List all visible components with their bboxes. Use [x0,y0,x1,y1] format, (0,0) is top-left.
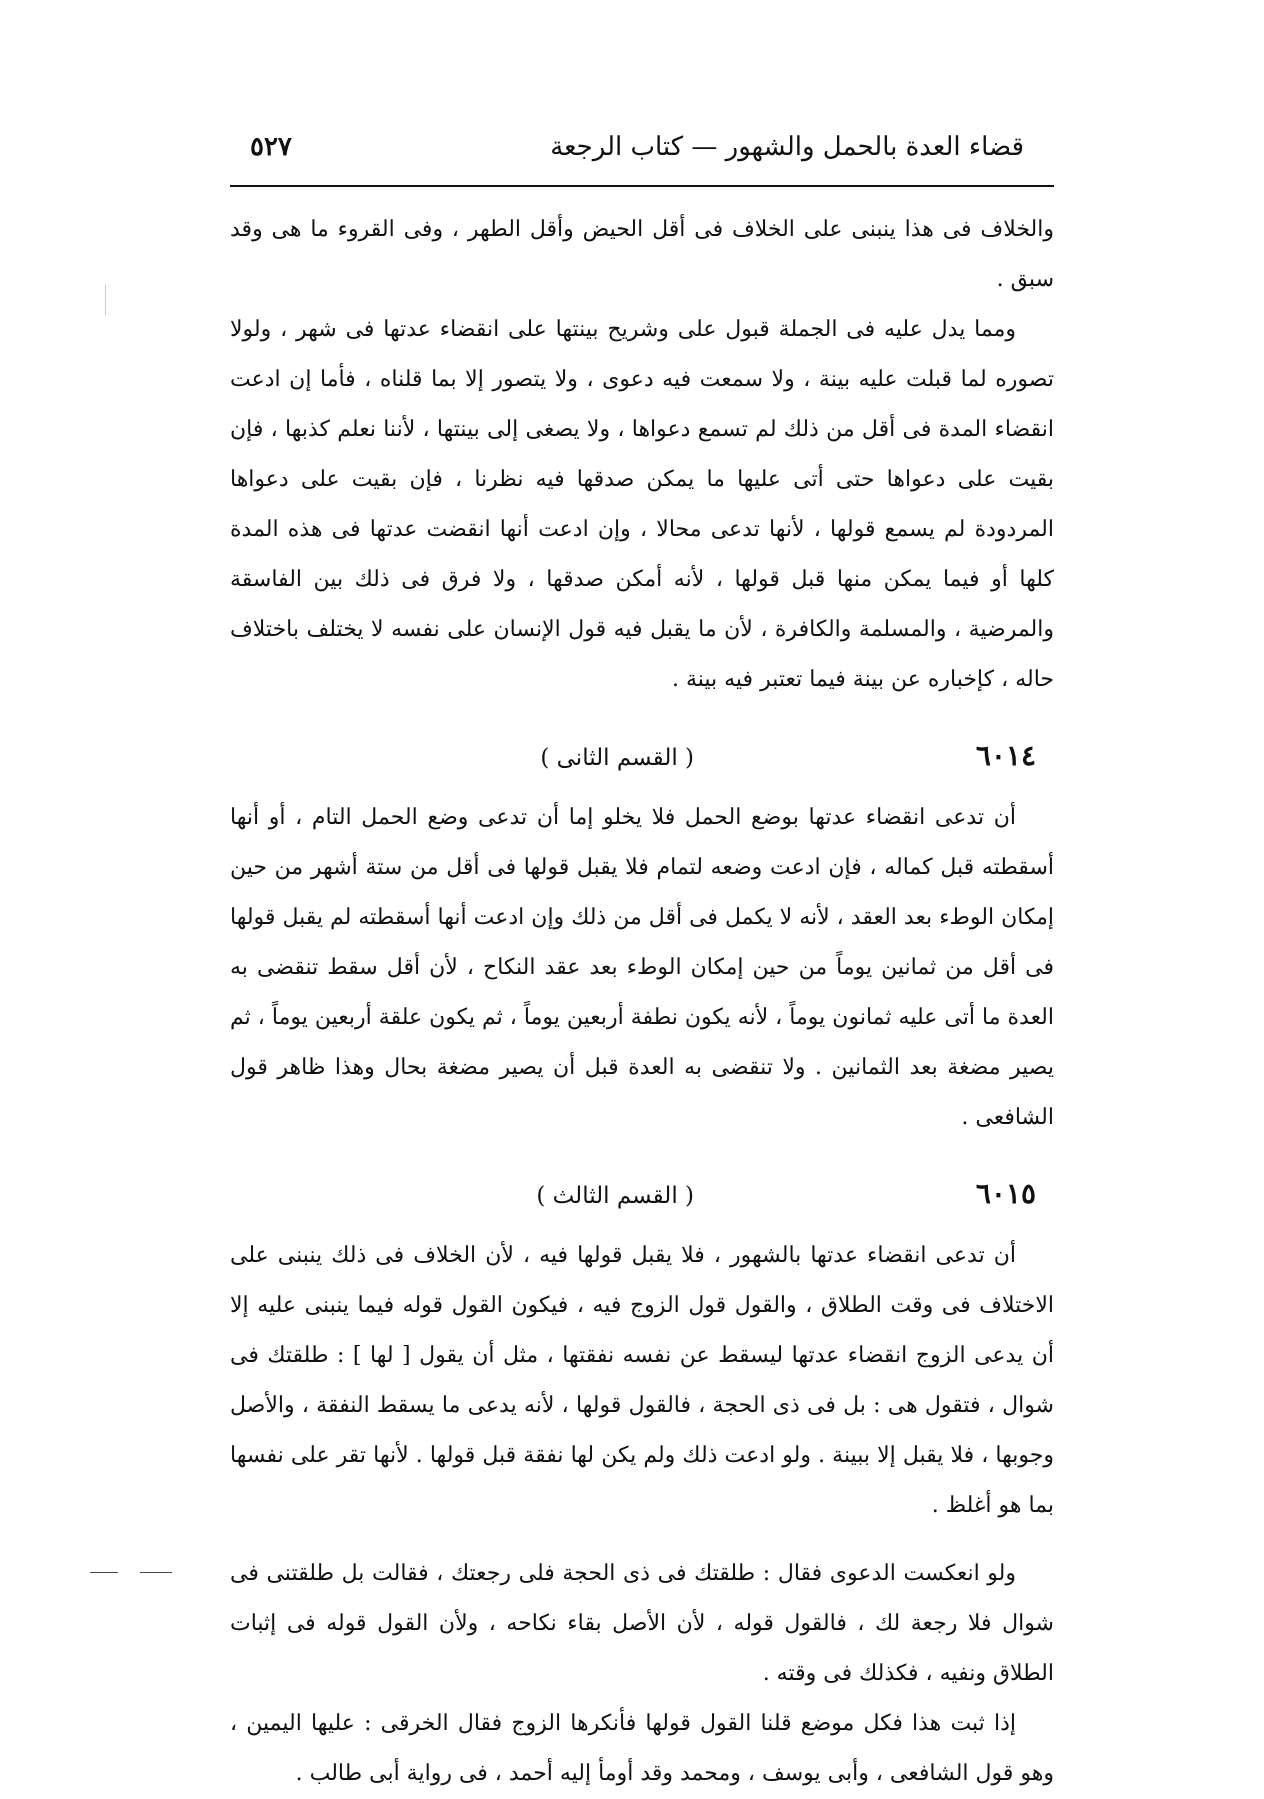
section-number: ٦٠١٥ [975,1177,1036,1210]
page-body [230,205,1054,1799]
section-title: ( القسم الثانى ) [540,745,694,771]
scan-dash-mark [90,1572,118,1573]
paragraph-oath: إذا ثبت هذا فكل موضع قلنا القول قولها فأنكرها الزوج فقال الخرقى : عليها اليمين ، وهو قول الشافعى ، وأبى يوسف ، ومحمد وقد أومأ إليه أحمد ، فى رواية أبى طالب . [230,1711,1054,1786]
section-title: ( القسم الثالث ) [536,1183,694,1209]
section-second-text: أن تدعى انقضاء عدتها بوضع الحمل فلا يخلو إما أن تدعى وضع الحمل التام ، أو أنها أسقطته قبل كماله ، فإن ادعت وضعه لتمام فلا يقبل قولها فى أقل من ستة أشهر من حين إمكان الوطء بعد العقد ، لأنه لا يكمل فى أقل من ذلك وإن ادعت أنها أسقطته لم يقبل قولها فى أقل من ثمانين يوماً من حين إمكان الوطء بعد عقد النكاح ، لأن أقل سقط تنقضى به العدة ما أتى عليه ثمانون يوماً ، لأنه يكون نطفة أربعين يوماً ، ثم يكون علقة أربعين يوماً ، ثم يصير مضغة بعد الثمانين . ولا تنقضى به العدة قبل أن يصير مضغة بحال وهذا ظاهر قول الشافعى . [230,805,1054,1130]
section-third-text: أن تدعى انقضاء عدتها بالشهور ، فلا يقبل قولها فيه ، لأن الخلاف فى ذلك ينبنى على الاختلاف فى وقت الطلاق ، والقول قول الزوج فيه ، فيكون القول قوله فيما ينبنى عليه إلا أن يدعى الزوج انقضاء عدتها ليسقط عن نفسه نفقتها ، مثل أن يقول [ لها ] : طلقتك فى شوال ، فتقول هى : بل فى ذى الحجة ، فالقول قولها ، لأنه يدعى ما يسقط النفقة ، والأصل وجوبها ، فلا يقبل إلا ببينة . ولو ادعت ذلك ولم يكن لها نفقة قبل قولها . لأنها تقر على نفسها بما هو أغلظ . [230,1243,1054,1518]
scan-dash-mark [140,1572,172,1573]
header-rule [230,185,1054,187]
section-heading-third [230,1161,1054,1225]
paragraph-reversed-claim: ولو انعكست الدعوى فقال : طلقتك فى ذى الحجة فلى رجعتك ، فقالت بل طلقتنى فى شوال فلا رجعة لك ، فالقول قوله ، لأن الأصل بقاء نكاحه ، ولأن القول قوله فى إثبات الطلاق ونفيه ، فكذلك فى وقته . [230,1561,1054,1686]
page-number: ٥٢٧ [250,132,292,162]
section-number: ٦٠١٤ [975,739,1036,772]
running-title: قضاء العدة بالحمل والشهور — كتاب الرجعة [550,132,1024,162]
paragraph-gap [230,1531,1054,1549]
paragraph-intro-2: ومما يدل عليه فى الجملة قبول على وشريح بينتها على انقضاء عدتها فى شهر ، ولولا تصوره لما قبلت عليه بينة ، ولا سمعت فيه دعوى ، ولا يتصور إلا بما قلناه ، فأما إن ادعت انقضاء المدة فى أقل من ذلك لم تسمع دعواها ، ولا يصغى إلى بينتها ، لأننا نعلم كذبها ، فإن بقيت على دعواها حتى أتى عليها ما يمكن صدقها فيه نظرنا ، فإن بقيت على دعواها المردودة لم يسمع قولها ، لأنها تدعى محالا ، وإن ادعت أنها انقضت عدتها فى هذه المدة كلها أو فيما يمكن منها قبل قولها ، لأنه أمكن صدقها ، ولا فرق فى ذلك بين الفاسقة والمرضية ، والمسلمة والكافرة ، لأن ما يقبل فيه قول الإنسان على نفسه لا يختلف باختلاف حاله ، كإخباره عن بينة فيما تعتبر فيه بينة . [230,317,1055,692]
running-header [230,128,1054,170]
margin-mark [105,285,106,315]
paragraph-intro-1: والخلاف فى هذا ينبنى على الخلاف فى أقل الحيض وأقل الطهر ، وفى القروء ما هى وقد سبق . [230,217,1054,292]
section-heading-second [230,723,1054,787]
